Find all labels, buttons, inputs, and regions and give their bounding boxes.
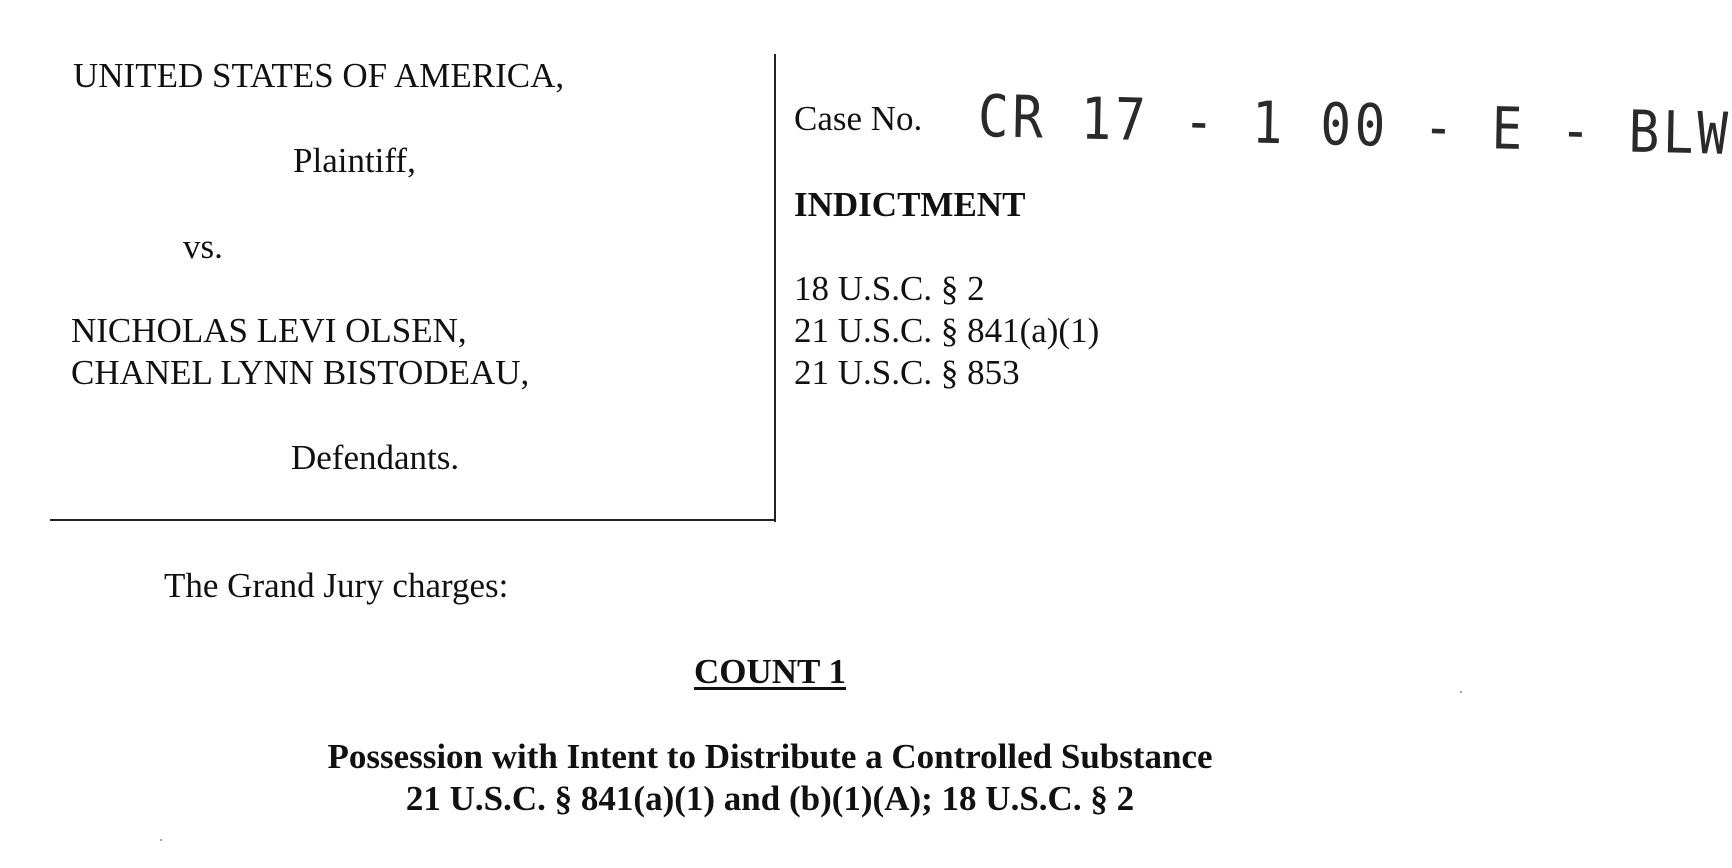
count-statutes: 21 U.S.C. § 841(a)(1) and (b)(1)(A); 18 U.S.C. § 2 [405,779,1135,818]
document-type: INDICTMENT [794,185,1026,224]
case-number-stamp: CR 17 - 1 00 - E - BLW [977,82,1732,168]
statute-line-1: 18 U.S.C. § 2 [794,269,985,308]
versus-label: vs. [183,227,223,266]
statute-line-3: 21 U.S.C. § 853 [794,353,1020,392]
plaintiff-name: UNITED STATES OF AMERICA, [73,56,565,95]
plaintiff-role: Plaintiff, [293,141,416,180]
defendant-name-1: NICHOLAS LEVI OLSEN, [71,311,467,350]
caption-vertical-divider [774,54,776,522]
scan-speck [160,839,162,841]
count-heading-wrap [0,652,1540,692]
grand-jury-intro: The Grand Jury charges: [164,566,509,605]
defendants-role: Defendants. [291,438,460,477]
count-title: Possession with Intent to Distribute a Controlled Substance [327,737,1213,776]
statute-line-2: 21 U.S.C. § 841(a)(1) [794,311,1100,350]
caption-bottom-rule [50,519,776,521]
count-heading: COUNT 1 [693,652,846,691]
defendant-name-2: CHANEL LYNN BISTODEAU, [71,353,530,392]
case-no-label: Case No. [794,99,923,138]
scan-speck [1460,691,1462,693]
